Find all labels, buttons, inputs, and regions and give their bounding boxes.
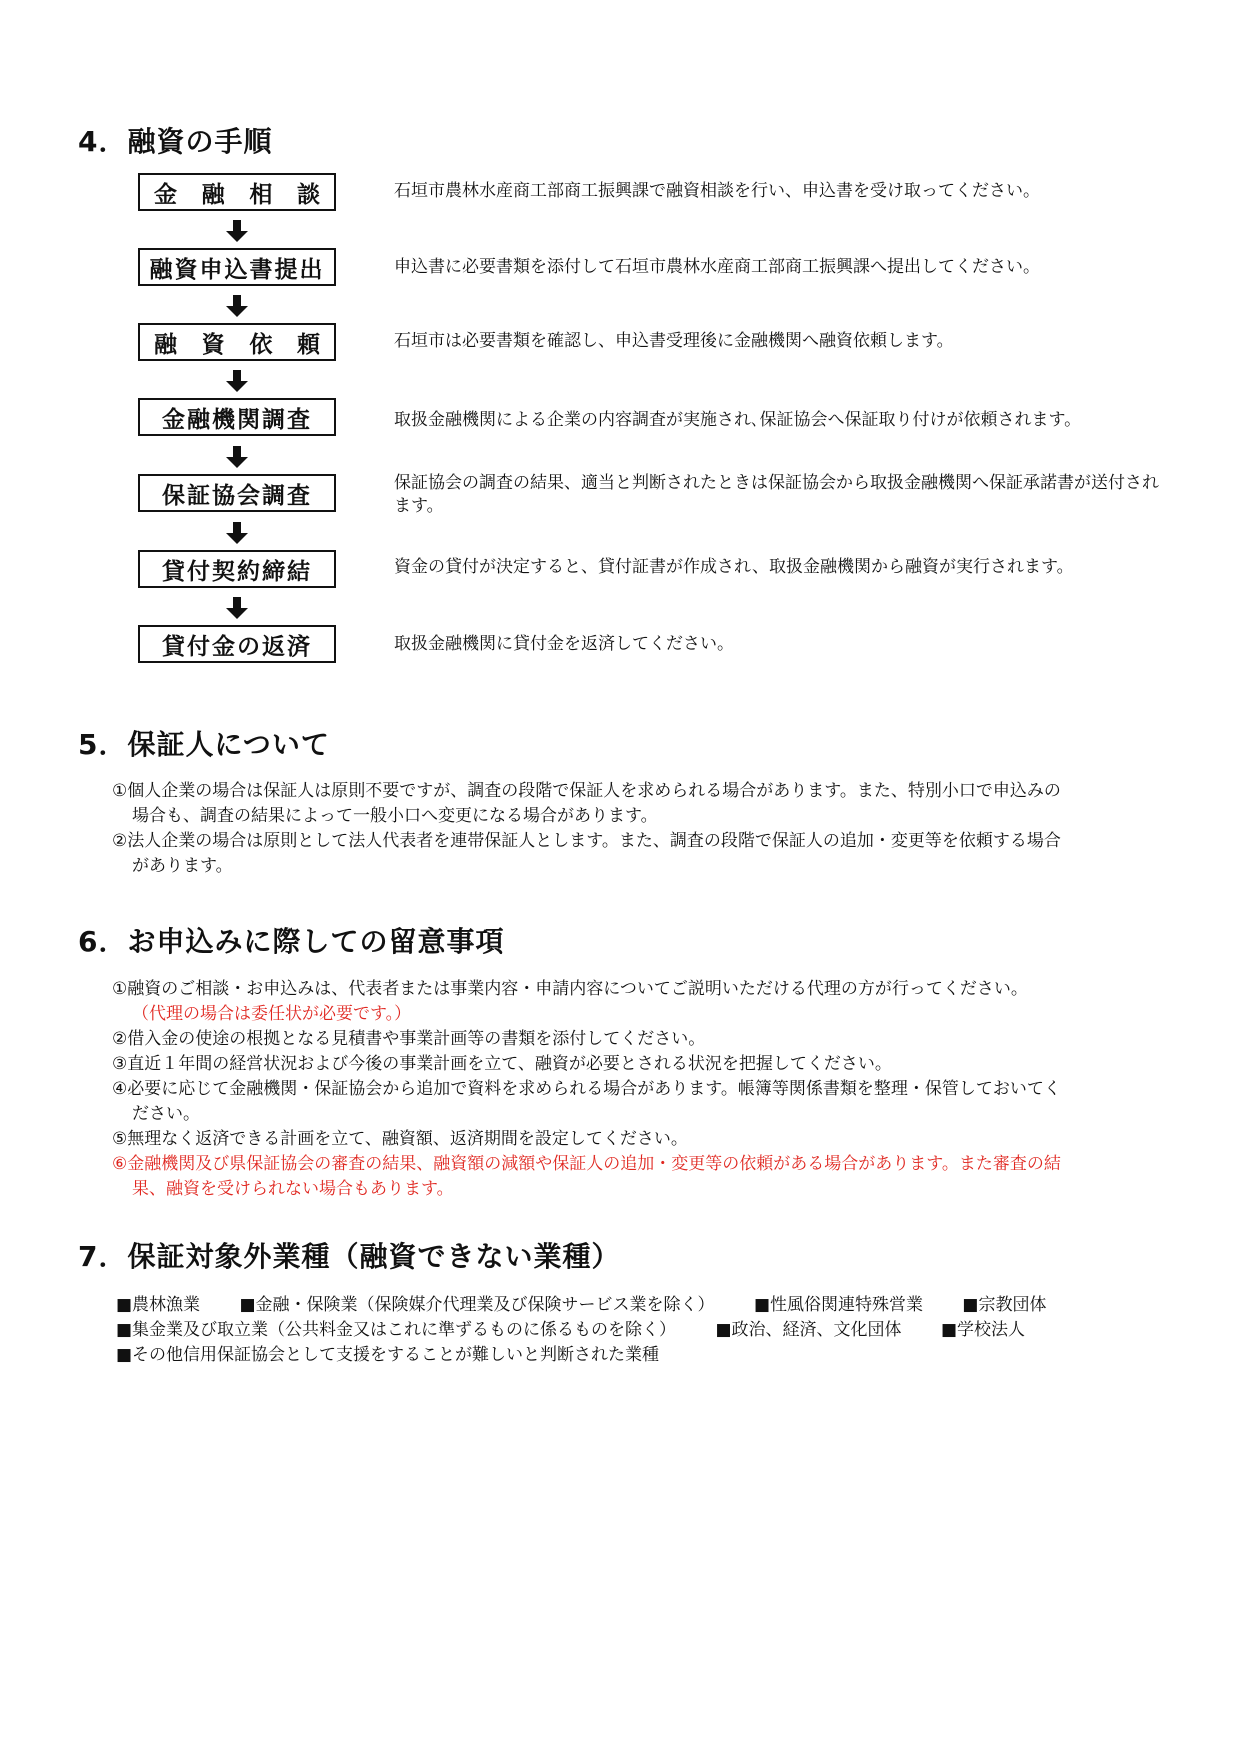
excluded-sectors-line-1 (116, 1293, 1080, 1317)
excluded-sectors-line-2 (116, 1318, 1059, 1342)
step-desc-request: 石垣市は必要書類を確認し、申込書受理後に金融機関へ融資依頼します。 (394, 331, 954, 351)
list-item: ②借入金の使途の根拠となる見積書や事業計画等の書類を添付してください。 (112, 1029, 706, 1049)
down-arrow-icon (226, 446, 248, 470)
step-desc-guarantee-review: 保証協会の調査の結果、適当と判断されたときは保証協会から取扱金融機関へ保証承諾書が送付されます。 (394, 473, 1159, 516)
list-item: ⑤無理なく返済できる計画を立て、融資額、返済期間を設定してください。 (112, 1129, 688, 1149)
step-desc-bank-review: 取扱金融機関による企業の内容調査が実施され､保証協会へ保証取り付けが依頼されます。 (394, 410, 1082, 430)
excluded-sectors-line-3 (116, 1343, 693, 1367)
section-6-heading: 6．お申込みに際しての留意事項 (78, 925, 505, 958)
sector-item: ■集金業及び取立業（公共料金又はこれに準ずるものに係るものを除く） (116, 1320, 677, 1340)
step-char: 融 (154, 331, 177, 358)
list-item: ①融資のご相談・お申込みは、代表者または事業内容・申請内容についてご説明いただける代理の方が行ってください。 (112, 979, 1028, 999)
sector-item: ■宗教団体 (962, 1295, 1047, 1315)
step-char: 相 (249, 181, 273, 208)
step-desc-application: 申込書に必要書類を添付して石垣市農林水産商工部商工振興課へ提出してください。 (394, 257, 1040, 277)
step-box-guarantee-review: 保証協会調査 (138, 474, 336, 512)
down-arrow-icon (226, 522, 248, 546)
sector-item: ■金融・保険業（保険媒介代理業及び保険サービス業を除く） (239, 1295, 715, 1315)
step-char: 依 (249, 331, 273, 358)
step-char: 融 (201, 181, 225, 208)
step-char: 談 (296, 181, 320, 208)
list-item: ③直近１年間の経営状況および今後の事業計画を立て、融資が必要とされる状況を把握してください。 (112, 1054, 892, 1074)
step-desc-contract: 資金の貸付が決定すると、貸付証書が作成され、取扱金融機関から融資が実行されます。 (394, 557, 1074, 577)
down-arrow-icon (226, 597, 248, 621)
proxy-note: （代理の場合は委任状が必要です。） (132, 1004, 412, 1024)
sector-item: ■学校法人 (940, 1320, 1025, 1340)
step-box-application: 融資申込書提出 (138, 248, 336, 286)
list-item-continuation: ださい。 (132, 1104, 200, 1124)
list-item-continuation: 場合も、調査の結果によって一般小口へ変更になる場合があります。 (132, 806, 658, 826)
step-box-consultation (138, 173, 336, 211)
step-desc-consultation: 石垣市農林水産商工部商工振興課で融資相談を行い、申込書を受け取ってください。 (394, 181, 1040, 201)
step-char: 頼 (296, 331, 320, 358)
sector-item: ■政治、経済、文化団体 (715, 1320, 902, 1340)
list-item: ④必要に応じて金融機関・保証協会から追加で資料を求められる場合があります。帳簿等関係書類を整理・保管しておいてく (112, 1079, 1061, 1099)
step-char: 金 (154, 181, 177, 208)
list-item: ②法人企業の場合は原則として法人代表者を連帯保証人とします。また、調査の段階で保証人の追加・変更等を依頼する場合 (112, 831, 1061, 851)
down-arrow-icon (226, 220, 248, 244)
sector-item: ■その他信用保証協会として支援をすることが難しいと判断された業種 (116, 1345, 660, 1365)
step-desc-repayment: 取扱金融機関に貸付金を返済してください。 (394, 634, 734, 654)
list-item-continuation: があります。 (132, 856, 233, 876)
section-5-heading: 5．保証人について (78, 728, 330, 761)
step-box-repayment: 貸付金の返済 (138, 625, 336, 663)
down-arrow-icon (226, 370, 248, 394)
section-4-heading: 4．融資の手順 (78, 125, 273, 158)
step-char: 資 (201, 331, 225, 358)
list-item-warning: ⑥金融機関及び県保証協会の審査の結果、融資額の減額や保証人の追加・変更等の依頼がある場合があります。また審査の結 (112, 1154, 1061, 1174)
down-arrow-icon (226, 295, 248, 319)
section-7-heading: 7．保証対象外業種（融資できない業種） (78, 1240, 621, 1273)
list-item-warning-continuation: 果、融資を受けられない場合もあります。 (132, 1179, 454, 1199)
application-notes (112, 977, 1170, 1202)
sector-item: ■農林漁業 (116, 1295, 201, 1315)
sector-item: ■性風俗関連特殊営業 (753, 1295, 923, 1315)
guarantor-notes (112, 779, 1170, 879)
step-box-bank-review: 金融機関調査 (138, 398, 336, 436)
step-box-request (138, 323, 336, 361)
list-item: ①個人企業の場合は保証人は原則不要ですが、調査の段階で保証人を求められる場合があります。また、特別小口で申込みの (112, 781, 1061, 801)
step-box-contract: 貸付契約締結 (138, 550, 336, 588)
